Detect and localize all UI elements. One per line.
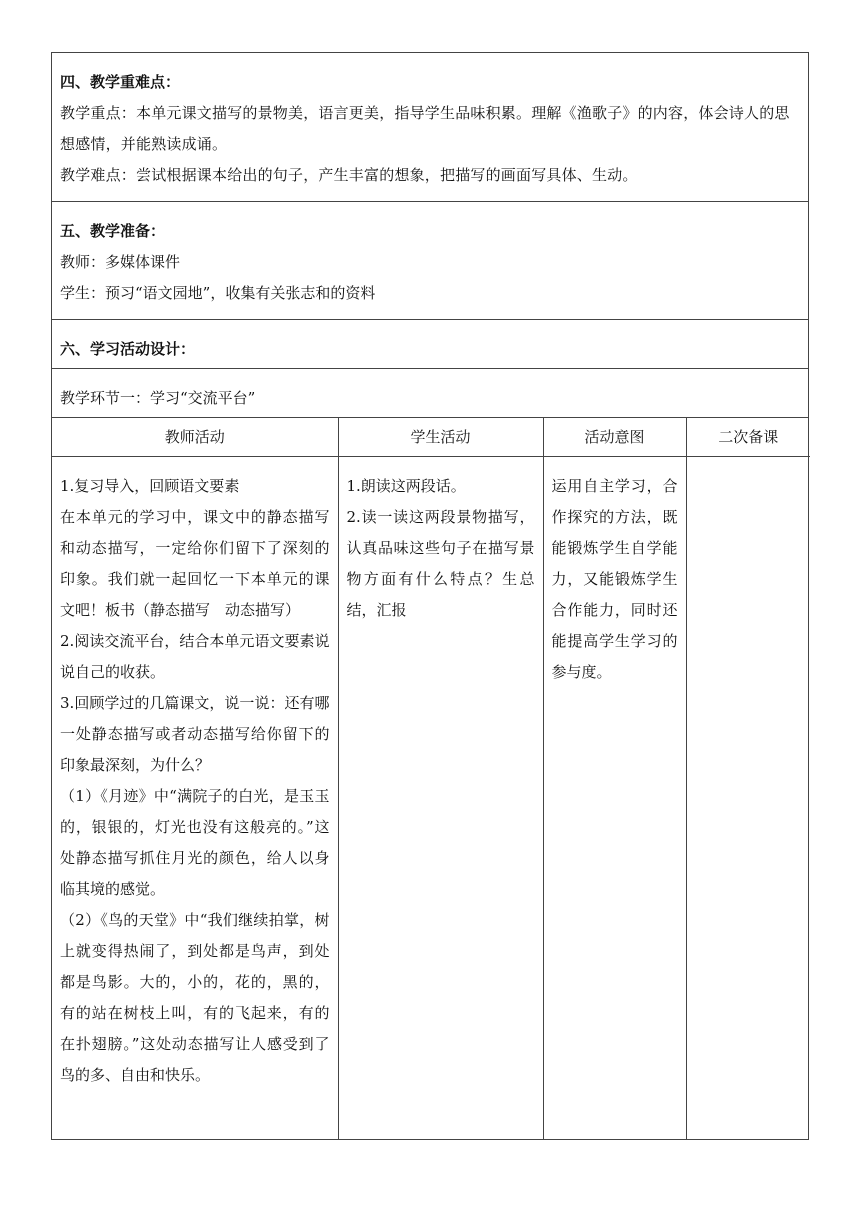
header-intent: 活动意图 <box>543 418 686 457</box>
table-header-row <box>52 418 810 457</box>
section5-heading: 五、教学准备： <box>60 222 166 240</box>
student-step-2: 2.读一读这两段景物描写，认真品味这些句子在描写景物方面有什么特点？生总结，汇报 <box>346 508 535 619</box>
teacher-step-3: 3.回顾学过的几篇课文，说一说：还有哪一处静态描写或者动态描写给你留下的印象最深刻，为什么？ <box>60 694 330 774</box>
intent-cell <box>543 457 686 1139</box>
teacher-example-2: （2）《鸟的天堂》中“我们继续拍掌，树上就变得热闹了，到处都是鸟声，到处都是鸟影。大的，小的，花的，黑的，有的站在树枝上叫，有的飞起来，有的在扑翅膀。”这处动态描写让人感受到了鸟的多、自由和快乐。 <box>60 911 330 1084</box>
header-second-prep: 二次备课 <box>686 418 810 457</box>
table-row <box>52 457 810 1139</box>
section-key-difficult-points <box>52 53 808 202</box>
lesson-plan-frame <box>51 52 809 1140</box>
teacher-prep-text: 教师：多媒体课件 <box>60 253 181 271</box>
key-point-text: 教学重点：本单元课文描写的景物美，语言更美，指导学生品味积累。理解《渔歌子》的内容，体会诗人的思想感情，并能熟读成诵。 <box>60 104 790 153</box>
student-prep-text: 学生：预习“语文园地”，收集有关张志和的资料 <box>60 284 376 302</box>
step1-row <box>52 369 808 418</box>
student-step-1: 1.朗读这两段话。 <box>346 477 466 495</box>
teacher-step-1: 1.复习导入，回顾语文要素 <box>60 477 240 495</box>
difficulty-text: 教学难点：尝试根据课本给出的句子，产生丰富的想象，把描写的画面写具体、生动。 <box>60 166 638 184</box>
section-activity-design <box>52 320 808 369</box>
section4-heading: 四、教学重难点： <box>60 73 181 91</box>
teacher-step-1-detail: 在本单元的学习中，课文中的静态描写和动态描写，一定给你们留下了深刻的印象。我们就一起回忆一下本单元的课文吧！板书（静态描写 动态描写） <box>60 508 330 619</box>
intent-text: 运用自主学习，合作探究的方法，既能锻炼学生自学能力，又能锻炼学生合作能力，同时还能提高学生学习的参与度。 <box>551 477 678 681</box>
header-student-activity: 学生活动 <box>338 418 543 457</box>
section-preparation <box>52 202 808 320</box>
teacher-activity-cell <box>52 457 338 1139</box>
teacher-step-2: 2.阅读交流平台，结合本单元语文要素说说自己的收获。 <box>60 632 330 681</box>
activity-table <box>52 418 810 1139</box>
student-activity-cell <box>338 457 543 1139</box>
header-teacher-activity: 教师活动 <box>52 418 338 457</box>
section6-heading: 六、学习活动设计： <box>60 340 196 358</box>
second-prep-cell <box>686 457 810 1139</box>
step1-title: 教学环节一：学习“交流平台” <box>60 389 256 407</box>
teacher-example-1: （1）《月迹》中“满院子的白光，是玉玉的，银银的，灯光也没有这般亮的。”这处静态描写抓住月光的颜色，给人以身临其境的感觉。 <box>60 787 330 898</box>
